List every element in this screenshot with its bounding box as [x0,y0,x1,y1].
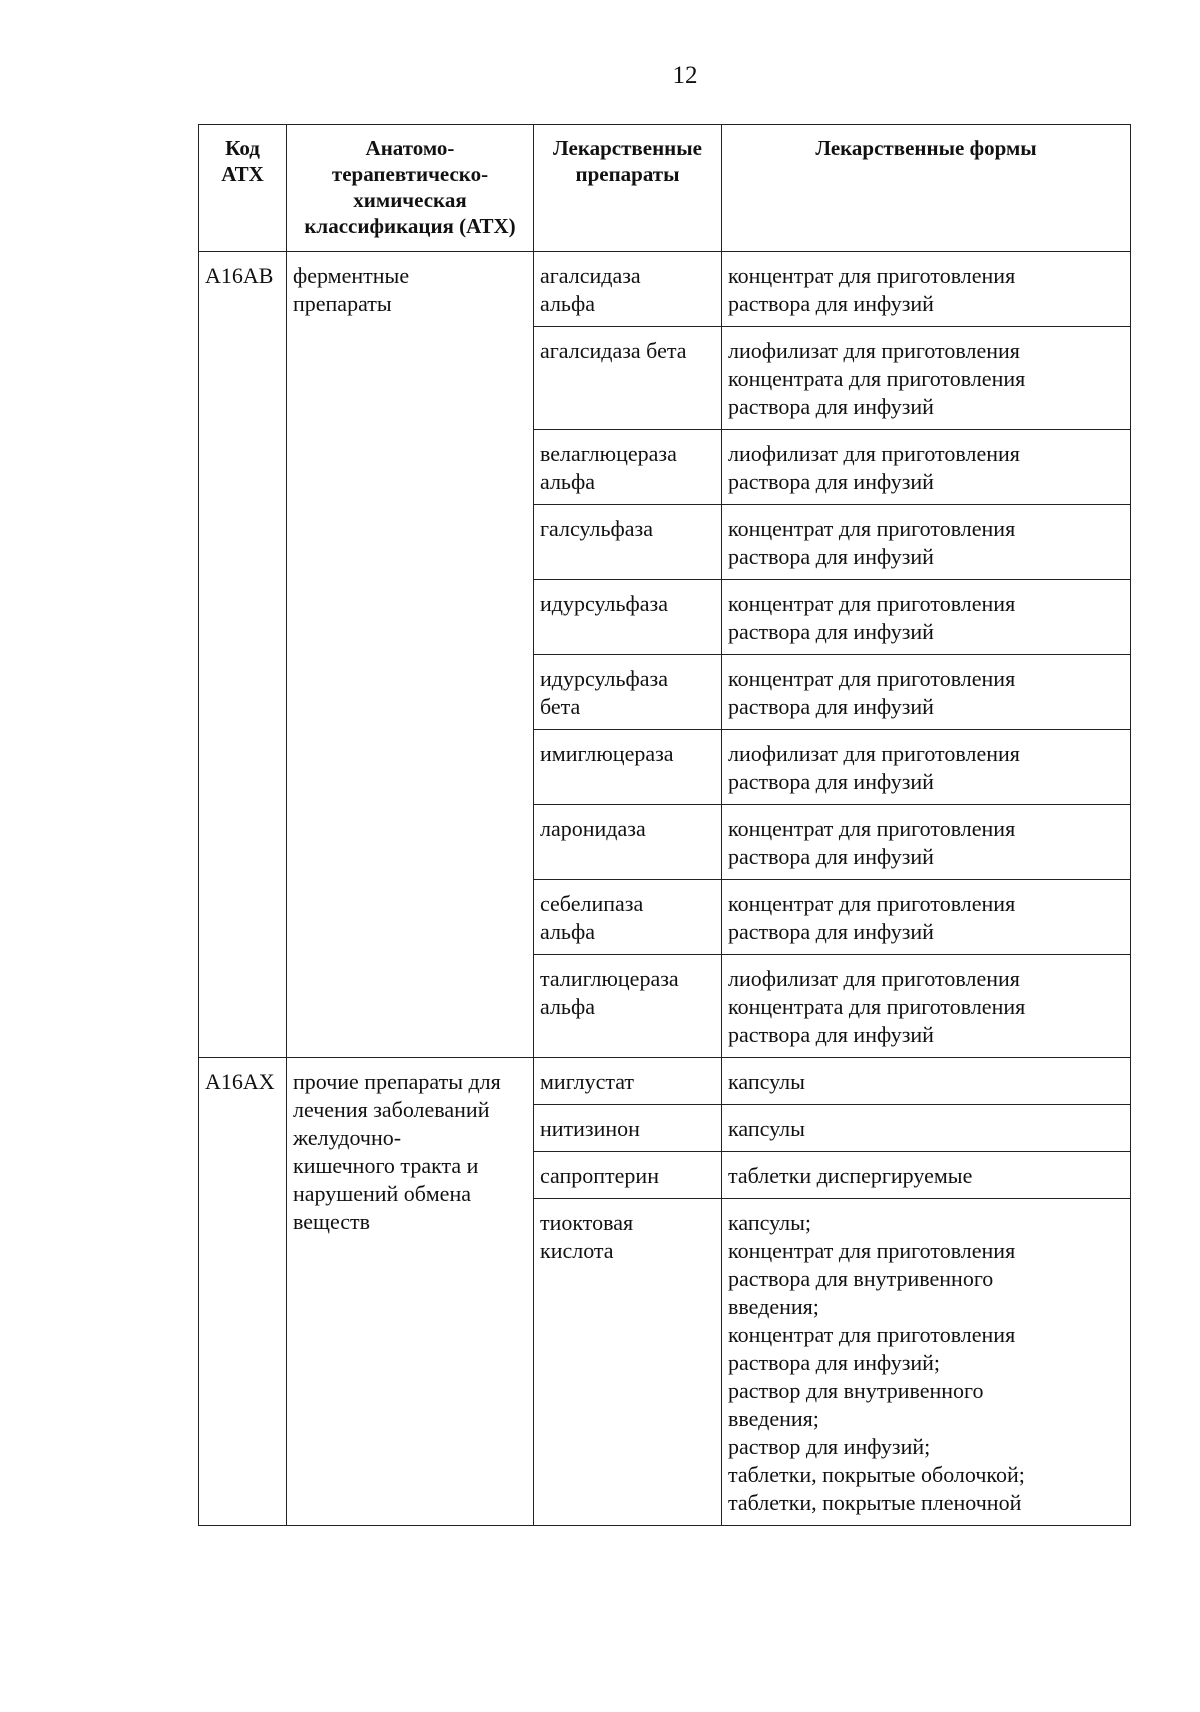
atx-code-cell: A16AB [199,252,287,1058]
drug-cell: агалсидаза альфа [534,252,722,327]
drug-cell: галсульфаза [534,505,722,580]
atx-code-cell: A16AX [199,1058,287,1526]
dosage-form-cell: концентрат для приготовления раствора для инфузий [722,252,1131,327]
header-classification: Анатомо- терапевтическо- химическая классификация (АТХ) [287,125,534,252]
classification-cell: ферментные препараты [287,252,534,1058]
dosage-form-cell: концентрат для приготовления раствора для инфузий [722,805,1131,880]
dosage-form-cell: лиофилизат для приготовления раствора для инфузий [722,430,1131,505]
drug-cell: агалсидаза бета [534,327,722,430]
drug-cell: ларонидаза [534,805,722,880]
drug-cell: талиглюцераза альфа [534,955,722,1058]
drug-cell: тиоктовая кислота [534,1199,722,1526]
classification-cell: прочие препараты для лечения заболеваний желудочно- кишечного тракта и нарушений обмена веществ [287,1058,534,1526]
drug-cell: миглустат [534,1058,722,1105]
drug-cell: нитизинон [534,1105,722,1152]
header-forms: Лекарственные формы [722,125,1131,252]
drug-cell: имиглюцераза [534,730,722,805]
table-row [199,1058,1131,1105]
dosage-form-cell: концентрат для приготовления раствора для инфузий [722,655,1131,730]
dosage-form-cell: таблетки диспергируемые [722,1152,1131,1199]
drug-cell: сапроптерин [534,1152,722,1199]
dosage-form-cell: капсулы; концентрат для приготовления раствора для внутривенного введения; концентрат для приготовления раствора для инфузий; раствор для внутривенного введения; раствор для инфузий; таблетки, покрытые оболочкой; таблетки, покрытые пленочной [722,1199,1131,1526]
dosage-form-cell: лиофилизат для приготовления концентрата для приготовления раствора для инфузий [722,327,1131,430]
drug-cell: себелипаза альфа [534,880,722,955]
drug-cell: идурсульфаза [534,580,722,655]
dosage-form-cell: концентрат для приготовления раствора для инфузий [722,505,1131,580]
header-code: Код АТХ [199,125,287,252]
drug-cell: идурсульфаза бета [534,655,722,730]
dosage-form-cell: лиофилизат для приготовления раствора для инфузий [722,730,1131,805]
dosage-form-cell: концентрат для приготовления раствора для инфузий [722,580,1131,655]
dosage-form-cell: капсулы [722,1105,1131,1152]
header-drugs: Лекарственные препараты [534,125,722,252]
drug-cell: велаглюцераза альфа [534,430,722,505]
dosage-form-cell: концентрат для приготовления раствора для инфузий [722,880,1131,955]
table-body [199,252,1131,1526]
dosage-form-cell: лиофилизат для приготовления концентрата для приготовления раствора для инфузий [722,955,1131,1058]
page-number: 12 [672,62,698,89]
table-header-row [199,125,1131,252]
table-row [199,252,1131,327]
dosage-form-cell: капсулы [722,1058,1131,1105]
atx-table [198,124,1131,1526]
